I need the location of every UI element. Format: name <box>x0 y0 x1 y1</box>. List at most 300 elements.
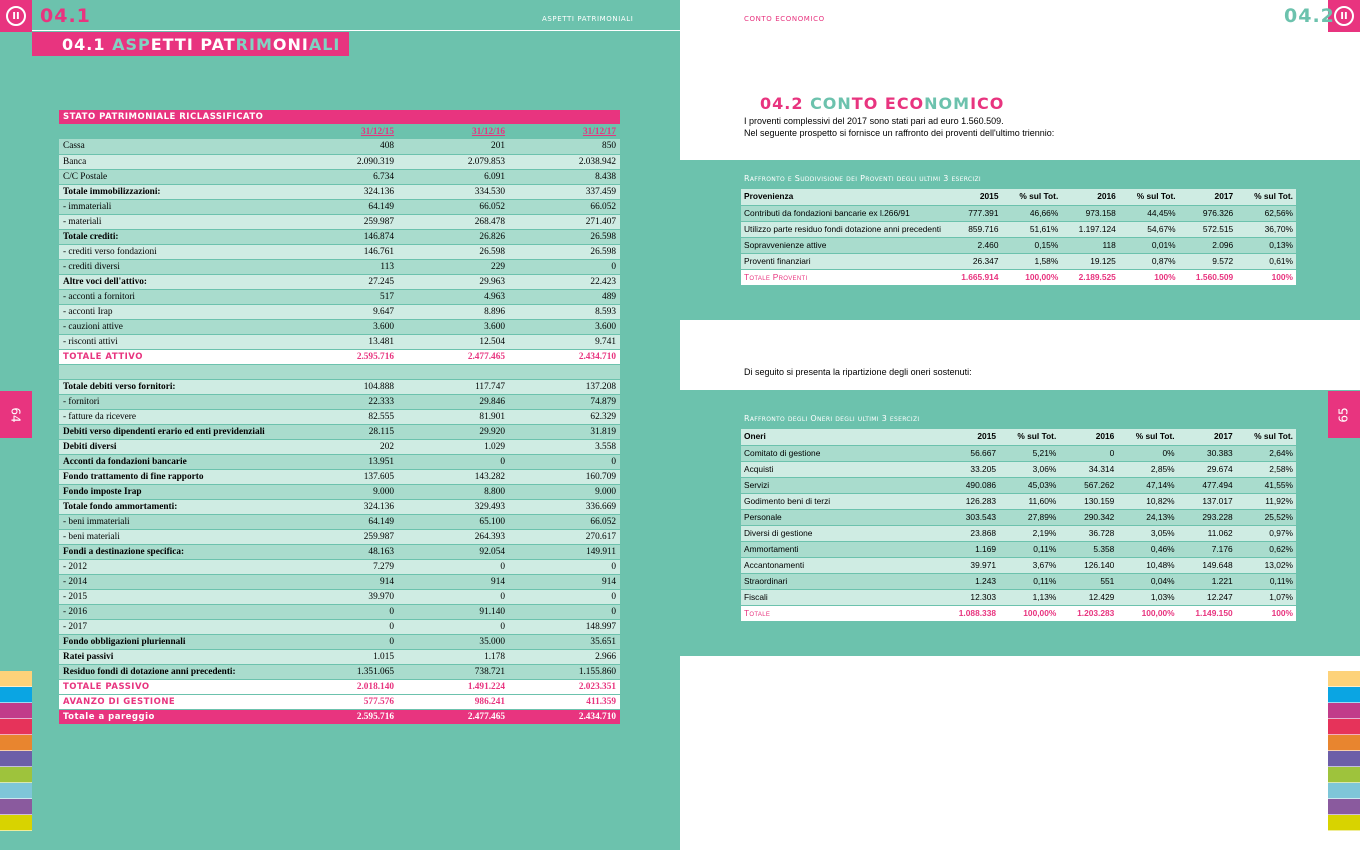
row-value: 0,62% <box>1236 541 1296 557</box>
table-row <box>59 154 620 169</box>
table-row <box>741 221 1296 237</box>
intro-line: Di seguito si presenta la ripartizione degli oneri sostenuti: <box>744 367 972 377</box>
row-label: - 2016 <box>59 604 287 619</box>
row-value: 7.176 <box>1178 541 1236 557</box>
total-label: TOTALE PASSIVO <box>59 679 287 694</box>
table-row <box>59 304 620 319</box>
row-value: 1,07% <box>1236 589 1296 605</box>
row-value: 126.140 <box>1059 557 1117 573</box>
table-row <box>741 509 1296 525</box>
row-label: Totale crediti: <box>59 229 287 244</box>
table-row <box>741 525 1296 541</box>
row-value: 268.478 <box>398 214 509 229</box>
row-label: Oneri <box>741 429 941 445</box>
row-value: 31.819 <box>509 424 620 439</box>
row-value: 0,11% <box>999 573 1059 589</box>
row-value: 1.243 <box>941 573 999 589</box>
row-value: 30.383 <box>1178 445 1236 461</box>
table-row <box>59 244 620 259</box>
row-value: % sul Tot. <box>1117 429 1177 445</box>
table-row <box>59 229 620 244</box>
row-value: 850 <box>509 139 620 154</box>
row-value: 146.874 <box>287 229 398 244</box>
row-value: 3,67% <box>999 557 1059 573</box>
row-value: 2,64% <box>1236 445 1296 461</box>
row-value: 29.846 <box>398 394 509 409</box>
row-value: 229 <box>398 259 509 274</box>
color-stripe <box>1328 767 1360 783</box>
totale-attivo-row <box>59 349 620 364</box>
total-label: AVANZO DI GESTIONE <box>59 694 287 709</box>
row-value: 12.429 <box>1059 589 1117 605</box>
row-value: 477.494 <box>1178 477 1236 493</box>
row-value: 0,87% <box>1119 253 1179 269</box>
table-row <box>59 544 620 559</box>
row-value: 6.734 <box>287 169 398 184</box>
row-value: 9.741 <box>509 334 620 349</box>
row-label: - acconti a fornitori <box>59 289 287 304</box>
row-value: % sul Tot. <box>1236 189 1296 205</box>
row-value: 2015 <box>941 429 999 445</box>
row-label: - crediti verso fondazioni <box>59 244 287 259</box>
table-row <box>741 237 1296 253</box>
row-label: Servizi <box>741 477 941 493</box>
color-stripe <box>0 703 32 719</box>
total-value: 2.023.351 <box>509 679 620 694</box>
row-value: % sul Tot. <box>1119 189 1179 205</box>
empty-cell <box>59 364 620 379</box>
row-value: 47,14% <box>1117 477 1177 493</box>
section-title-bar <box>32 32 349 56</box>
page-number: 65 <box>1337 406 1351 423</box>
row-value: 22.423 <box>509 274 620 289</box>
row-label: - 2017 <box>59 619 287 634</box>
row-value: 334.530 <box>398 184 509 199</box>
row-value: 137.605 <box>287 469 398 484</box>
oneri-caption: Raffronto degli Oneri degli ultimi 3 esercizi <box>744 414 920 423</box>
row-value: 3.558 <box>509 439 620 454</box>
row-value: 62,56% <box>1236 205 1296 221</box>
table-heading: STATO PATRIMONIALE RICLASSIFICATO <box>59 110 620 124</box>
row-label: - acconti Irap <box>59 304 287 319</box>
row-label: Totale fondo ammortamenti: <box>59 499 287 514</box>
row-value: 66.052 <box>398 199 509 214</box>
row-value: 56.667 <box>941 445 999 461</box>
row-value: 7.279 <box>287 559 398 574</box>
page-number: 64 <box>9 406 23 423</box>
color-stripe <box>1328 815 1360 831</box>
row-value: 81.901 <box>398 409 509 424</box>
color-stripes <box>0 671 32 831</box>
row-value: 11,60% <box>999 493 1059 509</box>
row-label: Ammortamenti <box>741 541 941 557</box>
row-value: 46,66% <box>1002 205 1062 221</box>
row-value: 100,00% <box>1002 269 1062 285</box>
row-value: 100,00% <box>999 605 1059 621</box>
total-value: 2.477.465 <box>398 709 509 724</box>
row-value: 6.091 <box>398 169 509 184</box>
row-value: 66.052 <box>509 514 620 529</box>
row-value: 271.407 <box>509 214 620 229</box>
table-row <box>59 139 620 154</box>
row-value: 4.963 <box>398 289 509 304</box>
intro-line: I proventi complessivi del 2017 sono stati pari ad euro 1.560.509. <box>744 116 1004 126</box>
row-label: Debiti verso dipendenti erario ed enti previdenziali <box>59 424 287 439</box>
row-value: 41,55% <box>1236 477 1296 493</box>
table-row <box>59 454 620 469</box>
row-value: 26.826 <box>398 229 509 244</box>
table-row <box>741 253 1296 269</box>
row-value: 100,00% <box>1117 605 1177 621</box>
row-value: 3,06% <box>999 461 1059 477</box>
row-value: 0 <box>398 619 509 634</box>
row-value: 25,52% <box>1236 509 1296 525</box>
row-value: 33.205 <box>941 461 999 477</box>
row-value: % sul Tot. <box>1236 429 1296 445</box>
table-row <box>59 334 620 349</box>
row-value: 1.560.509 <box>1179 269 1237 285</box>
row-value: 62.329 <box>509 409 620 424</box>
row-value: 264.393 <box>398 529 509 544</box>
row-value: 45,03% <box>999 477 1059 493</box>
row-value: 26.598 <box>509 244 620 259</box>
table-row <box>59 274 620 289</box>
row-value: 2017 <box>1178 429 1236 445</box>
row-value: 490.086 <box>941 477 999 493</box>
row-value: 146.761 <box>287 244 398 259</box>
row-label: - 2012 <box>59 559 287 574</box>
chapter-badge <box>0 0 32 32</box>
row-value: 2.189.525 <box>1061 269 1119 285</box>
row-value: % sul Tot. <box>999 429 1059 445</box>
row-label: - cauzioni attive <box>59 319 287 334</box>
proventi-caption: Raffronto e Suddivisione dei Proventi degli ultimi 3 esercizi <box>744 174 981 183</box>
row-value: 0 <box>1059 445 1117 461</box>
table-row <box>59 379 620 394</box>
color-stripe <box>1328 687 1360 703</box>
row-value: 74.879 <box>509 394 620 409</box>
table-row <box>59 409 620 424</box>
color-stripe <box>0 815 32 831</box>
table-row <box>59 184 620 199</box>
row-value: 2016 <box>1061 189 1119 205</box>
row-value: 100% <box>1236 605 1296 621</box>
total-value: 2.595.716 <box>287 349 398 364</box>
row-value: 10,48% <box>1117 557 1177 573</box>
row-value: 26.598 <box>398 244 509 259</box>
row-value: 1.665.914 <box>944 269 1002 285</box>
roman-numeral-icon: II <box>1334 6 1354 26</box>
row-value: 39.970 <box>287 589 398 604</box>
row-label: Godimento beni di terzi <box>741 493 941 509</box>
row-label: Banca <box>59 154 287 169</box>
color-stripe <box>0 767 32 783</box>
row-value: 19.125 <box>1061 253 1119 269</box>
row-value: 3.600 <box>287 319 398 334</box>
row-value: 0 <box>509 454 620 469</box>
row-value: 5.358 <box>1059 541 1117 557</box>
row-label: C/C Postale <box>59 169 287 184</box>
row-value: 11.062 <box>1178 525 1236 541</box>
row-label: - risconti attivi <box>59 334 287 349</box>
row-label: Residuo fondi di dotazione anni precedenti: <box>59 664 287 679</box>
table-row <box>59 199 620 214</box>
row-label: Altre voci dell'attivo: <box>59 274 287 289</box>
total-value: 2.477.465 <box>398 349 509 364</box>
row-value: 64.149 <box>287 514 398 529</box>
total-label: Totale a pareggio <box>59 709 287 724</box>
page-title: 04.1 ASPETTI PATRIMONIALI <box>62 35 341 54</box>
empty-cell <box>59 124 287 139</box>
row-value: 130.159 <box>1059 493 1117 509</box>
table-row <box>59 319 620 334</box>
year-header: 31/12/16 <box>398 124 509 139</box>
table-row <box>59 439 620 454</box>
year-header-row <box>59 124 620 139</box>
table-total-row <box>741 605 1296 621</box>
row-value: 2.460 <box>944 237 1002 253</box>
row-value: 2,19% <box>999 525 1059 541</box>
row-value: 29.963 <box>398 274 509 289</box>
row-value: 303.543 <box>941 509 999 525</box>
avanzo-row <box>59 694 620 709</box>
row-value: 567.262 <box>1059 477 1117 493</box>
row-value: 149.648 <box>1178 557 1236 573</box>
row-value: 5,21% <box>999 445 1059 461</box>
table-row <box>59 484 620 499</box>
totale-passivo-row <box>59 679 620 694</box>
color-stripe <box>0 719 32 735</box>
row-value: 1.178 <box>398 649 509 664</box>
row-label: - materiali <box>59 214 287 229</box>
row-value: 0 <box>509 259 620 274</box>
row-value: 28.115 <box>287 424 398 439</box>
table-row <box>59 649 620 664</box>
row-label: Contributi da fondazioni bancarie ex l.266/91 <box>741 205 944 221</box>
row-value: 2015 <box>944 189 1002 205</box>
row-value: 64.149 <box>287 199 398 214</box>
row-label: Fiscali <box>741 589 941 605</box>
row-value: 39.971 <box>941 557 999 573</box>
row-value: 3.600 <box>509 319 620 334</box>
row-value: 1,13% <box>999 589 1059 605</box>
color-stripes <box>1328 671 1360 831</box>
spacer-row <box>59 364 620 379</box>
row-value: 408 <box>287 139 398 154</box>
page-title: 04.2 CONTO ECONOMICO <box>760 94 1005 113</box>
row-value: 13.951 <box>287 454 398 469</box>
row-value: 2017 <box>1179 189 1237 205</box>
proventi-table <box>741 189 1296 285</box>
row-value: 202 <box>287 439 398 454</box>
row-value: 0,97% <box>1236 525 1296 541</box>
row-value: 27,89% <box>999 509 1059 525</box>
row-label: - crediti diversi <box>59 259 287 274</box>
row-label: - 2014 <box>59 574 287 589</box>
row-value: 2,85% <box>1117 461 1177 477</box>
row-label: - beni materiali <box>59 529 287 544</box>
row-value: 100% <box>1236 269 1296 285</box>
table-row <box>59 289 620 304</box>
row-value: 324.136 <box>287 499 398 514</box>
row-value: 3,05% <box>1117 525 1177 541</box>
row-value: 9.000 <box>287 484 398 499</box>
total-value: 2.434.710 <box>509 349 620 364</box>
row-value: 0,15% <box>1002 237 1062 253</box>
total-label: TOTALE ATTIVO <box>59 349 287 364</box>
table-row <box>59 514 620 529</box>
color-stripe <box>0 751 32 767</box>
table-row <box>741 461 1296 477</box>
row-value: 336.669 <box>509 499 620 514</box>
row-value: 66.052 <box>509 199 620 214</box>
table-row <box>741 541 1296 557</box>
row-value: 13.481 <box>287 334 398 349</box>
row-value: 0 <box>509 604 620 619</box>
row-value: 137.017 <box>1178 493 1236 509</box>
row-value: 13,02% <box>1236 557 1296 573</box>
year-header: 31/12/15 <box>287 124 398 139</box>
row-value: 10,82% <box>1117 493 1177 509</box>
row-value: 3.600 <box>398 319 509 334</box>
row-value: 0,61% <box>1236 253 1296 269</box>
totale-pareggio-row <box>59 709 620 724</box>
table-row <box>59 469 620 484</box>
row-value: 36.728 <box>1059 525 1117 541</box>
row-value: 0,46% <box>1117 541 1177 557</box>
row-value: 0 <box>398 559 509 574</box>
total-value: 2.434.710 <box>509 709 620 724</box>
total-value: 411.359 <box>509 694 620 709</box>
row-value: 1.088.338 <box>941 605 999 621</box>
row-value: 0 <box>398 454 509 469</box>
row-value: 12.247 <box>1178 589 1236 605</box>
table-row <box>59 214 620 229</box>
row-value: 113 <box>287 259 398 274</box>
row-label: Utilizzo parte residuo fondi dotazione anni precedenti <box>741 221 944 237</box>
running-head: ASPETTI PATRIMONIALI <box>542 15 634 23</box>
row-value: 35.000 <box>398 634 509 649</box>
row-value: 160.709 <box>509 469 620 484</box>
row-value: 738.721 <box>398 664 509 679</box>
year-header: 31/12/17 <box>509 124 620 139</box>
row-value: 1.155.860 <box>509 664 620 679</box>
row-label: Proventi finanziari <box>741 253 944 269</box>
row-value: 0,11% <box>999 541 1059 557</box>
table-row <box>59 574 620 589</box>
total-value: 577.576 <box>287 694 398 709</box>
row-value: 1.197.124 <box>1061 221 1119 237</box>
row-value: 100% <box>1119 269 1179 285</box>
row-value: 1,03% <box>1117 589 1177 605</box>
page-number-tab <box>1328 391 1360 438</box>
row-value: 29.920 <box>398 424 509 439</box>
row-value: 0% <box>1117 445 1177 461</box>
row-value: 259.987 <box>287 214 398 229</box>
row-value: 148.997 <box>509 619 620 634</box>
roman-numeral-icon: II <box>6 6 26 26</box>
row-value: 572.515 <box>1179 221 1237 237</box>
row-value: 65.100 <box>398 514 509 529</box>
row-label: Totale <box>741 605 941 621</box>
color-stripe <box>1328 751 1360 767</box>
row-label: Acconti da fondazioni bancarie <box>59 454 287 469</box>
row-value: 36,70% <box>1236 221 1296 237</box>
row-value: 51,61% <box>1002 221 1062 237</box>
row-label: Totale immobilizzazioni: <box>59 184 287 199</box>
row-value: 0,04% <box>1117 573 1177 589</box>
row-value: 1.015 <box>287 649 398 664</box>
table-row <box>59 259 620 274</box>
row-label: Debiti diversi <box>59 439 287 454</box>
row-value: 0 <box>287 634 398 649</box>
color-stripe <box>0 687 32 703</box>
row-value: 117.747 <box>398 379 509 394</box>
row-value: 324.136 <box>287 184 398 199</box>
row-label: Fondo imposte Irap <box>59 484 287 499</box>
table-row <box>741 445 1296 461</box>
top-rule <box>32 30 680 31</box>
row-label: - immateriali <box>59 199 287 214</box>
row-value: 9.572 <box>1179 253 1237 269</box>
row-value: 91.140 <box>398 604 509 619</box>
row-value: 914 <box>509 574 620 589</box>
table-row <box>59 589 620 604</box>
row-value: 293.228 <box>1178 509 1236 525</box>
color-stripe <box>1328 735 1360 751</box>
row-value: 777.391 <box>944 205 1002 221</box>
row-value: 27.245 <box>287 274 398 289</box>
row-value: 143.282 <box>398 469 509 484</box>
row-value: 2016 <box>1059 429 1117 445</box>
color-stripe <box>0 783 32 799</box>
total-value: 2.018.140 <box>287 679 398 694</box>
section-number: 04.1 <box>40 5 91 27</box>
table-row <box>59 664 620 679</box>
row-label: Ratei passivi <box>59 649 287 664</box>
row-value: 1.221 <box>1178 573 1236 589</box>
row-value: 2.096 <box>1179 237 1237 253</box>
table-row <box>741 477 1296 493</box>
row-value: 137.208 <box>509 379 620 394</box>
row-value: 914 <box>287 574 398 589</box>
row-label: Straordinari <box>741 573 941 589</box>
row-label: Diversi di gestione <box>741 525 941 541</box>
row-value: 2.090.319 <box>287 154 398 169</box>
row-value: 35.651 <box>509 634 620 649</box>
table-row <box>741 589 1296 605</box>
row-label: - fornitori <box>59 394 287 409</box>
row-value: 118 <box>1061 237 1119 253</box>
row-label: - beni immateriali <box>59 514 287 529</box>
row-value: 8.438 <box>509 169 620 184</box>
row-label: - 2015 <box>59 589 287 604</box>
row-value: 8.896 <box>398 304 509 319</box>
color-stripe <box>1328 719 1360 735</box>
table-row <box>59 619 620 634</box>
table-row <box>59 169 620 184</box>
row-label: Fondo obbligazioni pluriennali <box>59 634 287 649</box>
row-value: 0,13% <box>1236 237 1296 253</box>
row-value: 270.617 <box>509 529 620 544</box>
total-value: 986.241 <box>398 694 509 709</box>
table-row <box>59 604 620 619</box>
row-value: 8.593 <box>509 304 620 319</box>
row-label: Cassa <box>59 139 287 154</box>
row-label: Accantonamenti <box>741 557 941 573</box>
row-value: 26.347 <box>944 253 1002 269</box>
row-value: 2.038.942 <box>509 154 620 169</box>
